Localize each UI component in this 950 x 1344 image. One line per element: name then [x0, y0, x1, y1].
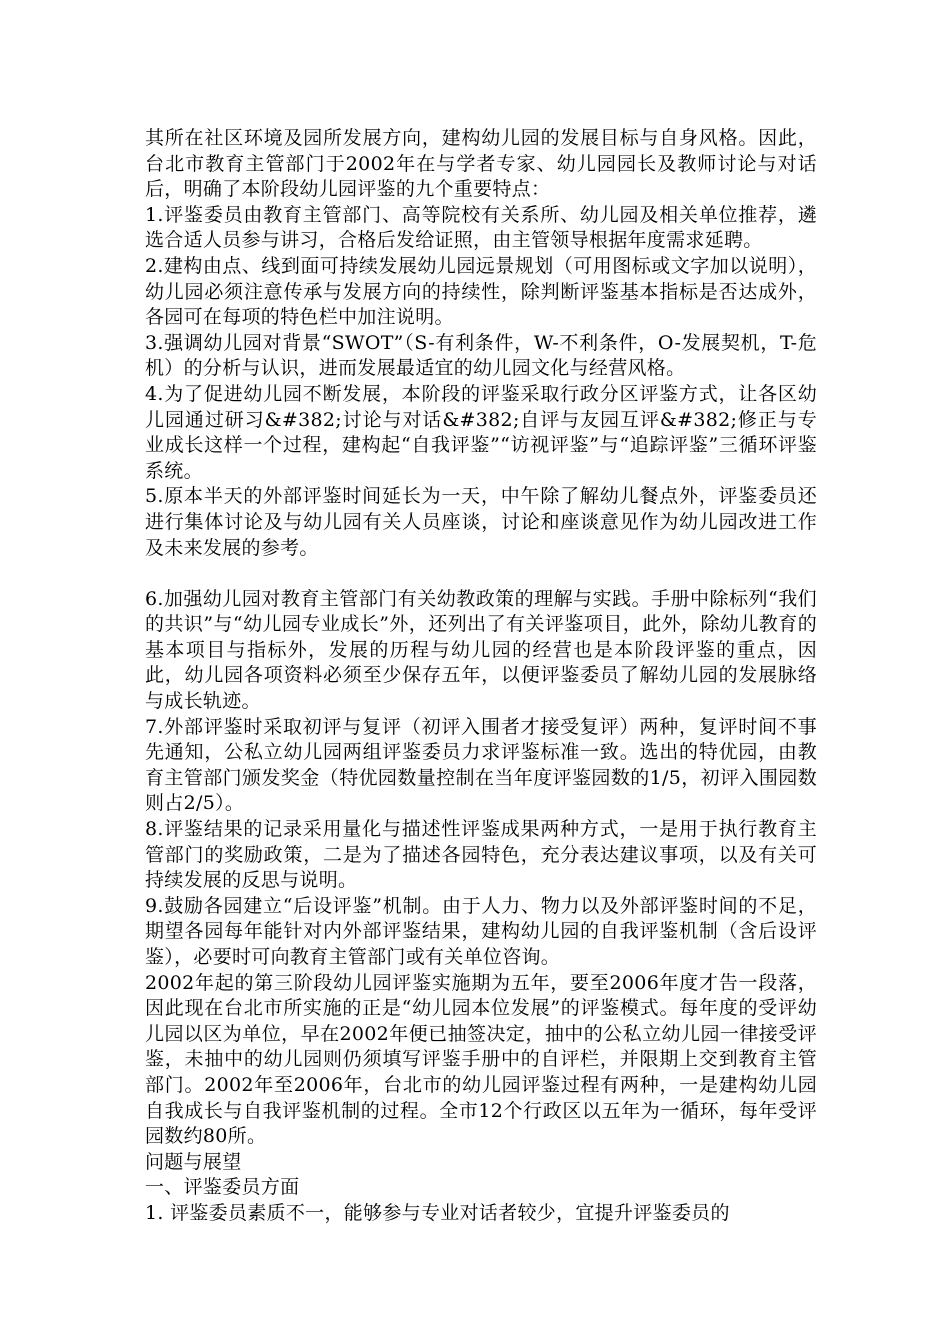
- paragraph-item-2: 2.建构由点、线到面可持续发展幼儿园远景规划（可用图标或文字加以说明），幼儿园必须注意传承与发展方向的持续性，除判断评鉴基本指标是否达成外，各园可在每项的特色栏中加注说明。: [145, 254, 817, 329]
- paragraph-item-8: 8.评鉴结果的记录采用量化与描述性评鉴成果两种方式，一是用于执行教育主管部门的奖励政策，二是为了描述各园特色，充分表达建议事项，以及有关可持续发展的反思与说明。: [145, 818, 817, 892]
- paragraph-item-5: 5.原本半天的外部评鉴时间延长为一天，中午除了解幼儿餐点外，评鉴委员还进行集体讨论及与幼儿园有关人员座谈，讨论和座谈意见作为幼儿园改进工作及未来发展的参考。: [145, 485, 817, 559]
- paragraph-item-9: 9.鼓励各园建立“后设评鉴”机制。由于人力、物力以及外部评鉴时间的不足，期望各园每年能针对内外部评鉴结果，建构幼儿园的自我评鉴机制（含后设评鉴），必要时可向教育主管部门或有关单位咨询。: [145, 894, 817, 968]
- subsection-heading-committee: 一、评鉴委员方面: [145, 1176, 300, 1199]
- document-body: [145, 126, 817, 1227]
- paragraph-item-4: 4.为了促进幼儿园不断发展，本阶段的评鉴采取行政分区评鉴方式，让各区幼儿园通过研习&#382;讨论与对话&#382;自评与友园互评&#382;修正与专业成长这样一个过程，建构起“自我评鉴”“访视评鉴”与“追踪评鉴”三循环评鉴系统。: [145, 382, 817, 482]
- section-heading-issues: 问题与展望: [145, 1150, 242, 1173]
- paragraph-gap: [145, 561, 817, 587]
- paragraph-item-7: 7.外部评鉴时采取初评与复评（初评入围者才接受复评）两种，复评时间不事先通知，公私立幼儿园两组评鉴委员力求评鉴标准一致。选出的特优园，由教育主管部门颁发奖金（特优园数量控制在当年度评鉴园数的1/5，初评入围园数则占2/5）。: [145, 715, 817, 815]
- paragraph-committee-1: 1. 评鉴委员素质不一，能够参与专业对话者较少，宜提升评鉴委员的: [145, 1201, 730, 1224]
- paragraph-item-1: 1.评鉴委员由教育主管部门、高等院校有关系所、幼儿园及相关单位推荐，遴选合适人员参与讲习，合格后发给证照，由主管领导根据年度需求延聘。: [145, 203, 817, 252]
- paragraph-item-3: 3.强调幼儿园对背景“SWOT”（S-有利条件，W-不利条件，O-发展契机，T-危机）的分析与认识，进而发展最适宜的幼儿园文化与经营风格。: [145, 331, 817, 380]
- paragraph-third-stage: 2002年起的第三阶段幼儿园评鉴实施期为五年，要至2006年度才告一段落，因此现在台北市所实施的正是“幼儿园本位发展”的评鉴模式。每年度的受评幼儿园以区为单位，早在2002年便已抽签决定，抽中的公私立幼儿园一律接受评鉴，未抽中的幼儿园则仍须填写评鉴手册中的自评栏，并限期上交到教育主管部门。2002年至2006年，台北市的幼儿园评鉴过程有两种，一是建构幼儿园自我成长与自我评鉴机制的过程。全市12个行政区以五年为一循环，每年受评园数约80所。: [145, 971, 817, 1148]
- paragraph-intro: 其所在社区环境及园所发展方向，建构幼儿园的发展目标与自身风格。因此，台北市教育主管部门于2002年在与学者专家、幼儿园园长及教师讨论与对话后，明确了本阶段幼儿园评鉴的九个重要特点：: [145, 127, 817, 201]
- paragraph-item-6: 6.加强幼儿园对教育主管部门有关幼教政策的理解与实践。手册中除标列“我们的共识”与“幼儿园专业成长”外，还列出了有关评鉴项目，此外，除幼儿教育的基本项目与指标外，发展的历程与幼儿园的经营也是本阶段评鉴的重点，因此，幼儿园各项资料必须至少保存五年，以便评鉴委员了解幼儿园的发展脉络与成长轨迹。: [145, 587, 817, 713]
